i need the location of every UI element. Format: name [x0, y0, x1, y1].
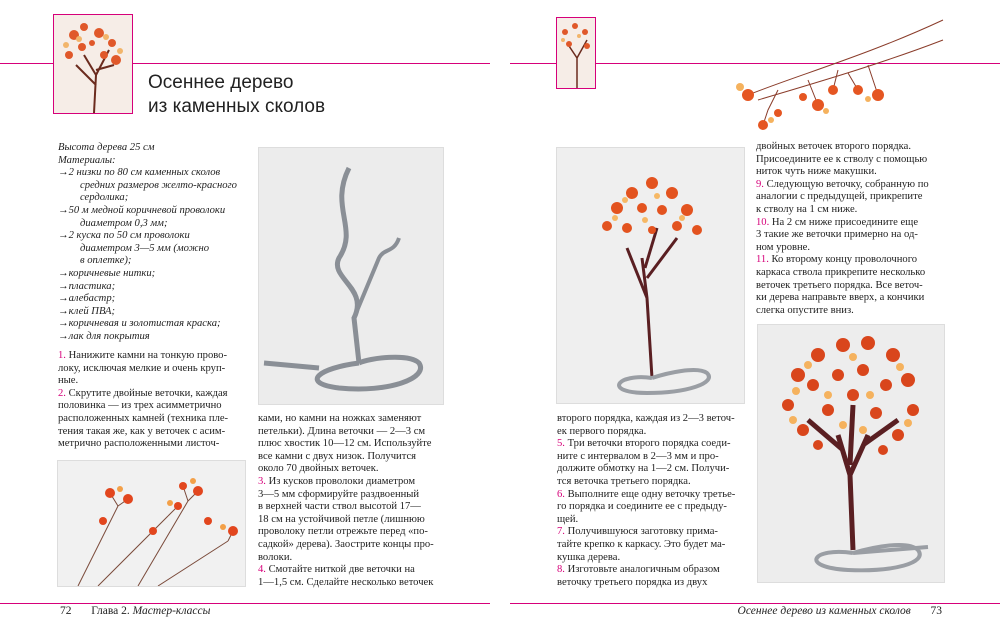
photo-branches	[57, 460, 246, 587]
text-line: 18 см на устойчивой петле (лишнюю	[258, 513, 425, 525]
footer-section: Мастер-классы	[132, 605, 211, 617]
text-line: должите обмотку на 1—2 см. Получи-	[557, 463, 730, 475]
title-line-1: Осеннее дерево	[148, 72, 294, 93]
materials-line: Высота дерева 25 см	[58, 142, 155, 153]
photo-finished-tree	[757, 324, 945, 583]
text-line: ек первого порядка.	[557, 425, 647, 437]
materials-line: Материалы:	[58, 154, 116, 166]
right-header-thumbnail	[556, 17, 596, 89]
materials-line: средних размеров желто-красного	[80, 179, 237, 191]
step-number: 1.	[58, 350, 66, 361]
text-line: тения такая же, как у веточек с асим-	[58, 425, 226, 437]
text-line: петельки). Длина веточки — 2—3 см	[258, 425, 426, 437]
text-line: ном уровне.	[756, 241, 811, 253]
text-line: ные.	[58, 375, 79, 387]
text-line: второго порядка, каждая из 2—3 веточ-	[557, 413, 735, 424]
step-number: 8.	[557, 564, 565, 576]
text-line: двойных веточек второго порядка.	[756, 141, 912, 152]
text-line: каркаса ствола прикрепите несколько	[756, 266, 926, 278]
text-line: половинка — из трех асимметрично	[58, 400, 222, 412]
step-number: 5.	[557, 438, 565, 450]
step-number: 4.	[258, 564, 266, 576]
left-footer-rule	[0, 603, 490, 604]
text-line: к стволу на 1 см ниже.	[756, 203, 858, 215]
text-line: веточек третьего порядка. Все веточ-	[756, 279, 923, 291]
step-number: 3.	[258, 475, 266, 487]
step-number: 11.	[756, 254, 769, 266]
text-line: ниток чуть ниже макушки.	[756, 166, 877, 178]
materials-line: сердолика;	[80, 192, 129, 204]
text-line: в верхней части ствол высотой 17—	[258, 501, 421, 513]
materials-line: →50 м медной коричневой проволоки	[58, 204, 226, 216]
text-line: 3—5 мм сформируйте раздвоенный	[258, 488, 420, 500]
text-line: расположенных камней (техника пле-	[58, 412, 229, 424]
footer-running-title: Осеннее дерево из каменных сколов	[737, 605, 911, 617]
text-line: 11. Ко второму концу проволочного	[756, 254, 918, 266]
step-number: 9.	[756, 178, 764, 190]
materials-line: →коричневые нитки;	[58, 267, 156, 279]
text-line: го порядка и соедините ее с предыду-	[557, 501, 727, 513]
text-line: 9. Следующую веточку, собранную по	[756, 178, 929, 190]
right-footer	[738, 605, 942, 617]
right-footer-rule	[510, 603, 1000, 604]
text-line: веточку третьего порядка из двух	[557, 576, 708, 588]
text-line: аналогии с предыдущей, прикрепите	[756, 191, 923, 203]
text-line: 6. Выполните еще одну веточку третье-	[557, 488, 736, 500]
step-number: 10.	[756, 216, 770, 228]
step-number: 2.	[58, 387, 66, 399]
text-line: локу, исключая мелкие и очень круп-	[58, 362, 226, 374]
materials-line: диаметром 3—5 мм (можно	[80, 242, 210, 254]
text-line: 1. Нанижите камни на тонкую прово-	[58, 350, 227, 361]
text-line: тайте крепко к каркасу. Это будет ма-	[557, 538, 726, 550]
text-line: 2. Скрутите двойные веточки, каждая	[58, 387, 228, 399]
text-line: слегка опустите вниз.	[756, 304, 854, 316]
decorative-branch	[718, 15, 948, 135]
text-line: ками, но камни на ножках заменяют	[258, 413, 422, 424]
text-line: около 70 двойных веточек.	[258, 463, 379, 475]
text-line: плюс хвостик 10—12 см. Используйте	[258, 438, 432, 450]
text-line: 8. Изготовьте аналогичным образом	[557, 564, 720, 576]
left-page-number: 72	[60, 605, 72, 617]
materials-line: →2 низки по 80 см каменных сколов	[58, 167, 221, 179]
text-line: 5. Три веточки второго порядка соеди-	[557, 438, 731, 450]
text-line: 4. Смотайте ниткой две веточки на	[258, 564, 415, 576]
materials-line: →лак для покрытия	[58, 330, 150, 342]
text-line: тся веточка третьего порядка.	[557, 475, 691, 487]
text-line: 1—1,5 см. Сделайте несколько веточек	[258, 576, 434, 588]
materials-line: →алебастр;	[58, 293, 116, 305]
materials-line: диаметром 0,3 мм;	[80, 217, 168, 229]
instructions-col-2	[258, 413, 442, 589]
text-line: ки дерева направьте вверх, а кончики	[756, 292, 925, 304]
materials-line: →2 куска по 50 см проволоки	[58, 230, 190, 242]
materials-line: →пластика;	[58, 280, 116, 292]
title-line-2: из каменных сколов	[148, 96, 326, 117]
photo-wire-frame	[258, 147, 444, 405]
step-number: 7.	[557, 526, 565, 538]
text-line: 7. Получившуюся заготовку прима-	[557, 526, 718, 538]
left-header-thumbnail	[53, 14, 133, 114]
left-footer	[60, 605, 210, 617]
text-line: 3. Из кусков проволоки диаметром	[258, 475, 416, 487]
right-page-number: 73	[930, 605, 942, 617]
text-line: ните с интервалом в 2—3 мм и про-	[557, 450, 719, 462]
materials-line: →клей ПВА;	[58, 305, 116, 317]
text-line: кушка дерева.	[557, 551, 621, 563]
text-line: проволоку петли отрежьте перед «по-	[258, 526, 428, 538]
text-line: метрично расположенными листоч-	[58, 438, 220, 450]
right-bottom-column	[557, 413, 743, 589]
text-line: все камни с двух низок. Получится	[258, 450, 417, 462]
footer-chapter: Глава 2.	[91, 605, 130, 617]
photo-small-tree	[556, 147, 745, 404]
text-line: щей.	[557, 513, 579, 525]
instructions-col-1	[58, 350, 244, 451]
article-title	[148, 71, 325, 119]
materials-list	[58, 142, 253, 344]
step-number: 6.	[557, 488, 565, 500]
text-line: 3 такие же веточки примерно на од-	[756, 229, 918, 241]
text-line: Присоедините ее к стволу с помощью	[756, 153, 928, 165]
materials-line: в оплетке);	[80, 255, 132, 267]
text-line: садкой» дерева). Заострите концы про-	[258, 538, 434, 550]
text-line: волоки.	[258, 551, 293, 563]
right-top-column	[756, 141, 943, 317]
materials-line: →коричневая и золотистая краска;	[58, 318, 221, 330]
text-line: 10. На 2 см ниже присоедините еще	[756, 216, 919, 228]
